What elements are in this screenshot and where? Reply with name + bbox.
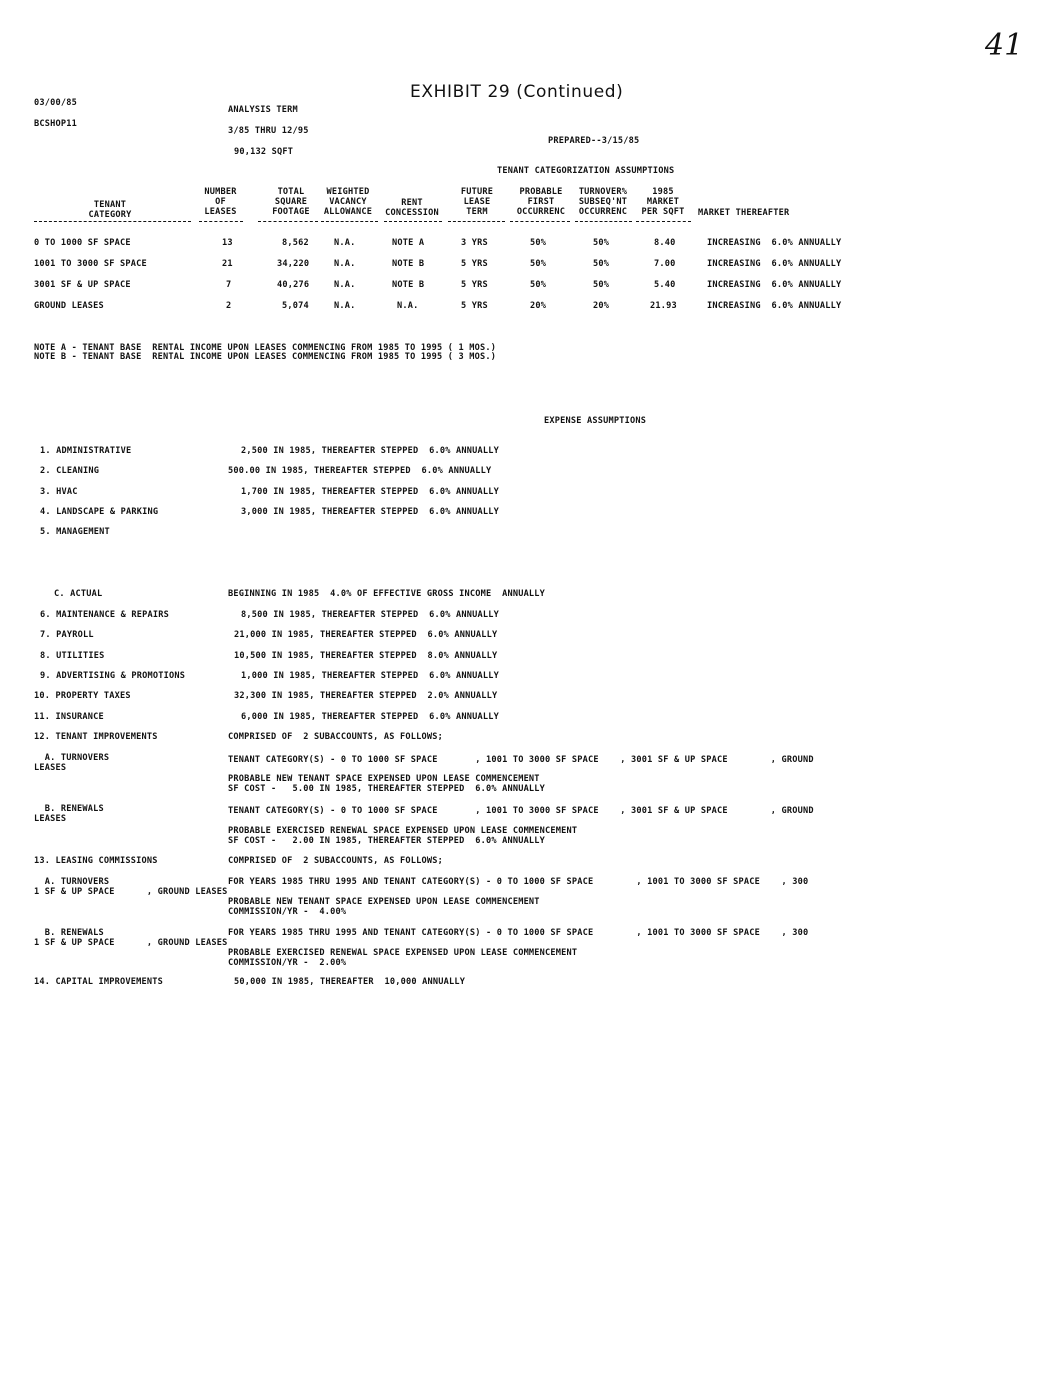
expense-text: TENANT CATEGORY(S) - 0 TO 1000 SF SPACE , 1001 TO 3000 SF SPACE , 3001 SF & UP SPACE , GROUND [228,806,814,816]
expense-sublabel: B. RENEWALS 1 SF & UP SPACE , GROUND LEASES [34,928,228,948]
square-footage: 40,276 [277,280,310,290]
tenant-category: 0 TO 1000 SF SPACE [34,238,131,248]
expense-label: 10. PROPERTY TAXES [34,691,131,701]
page-number: 41 [985,28,1024,63]
first-occurrence: 50% [530,259,547,269]
expense-text: 500.00 IN 1985, THEREAFTER STEPPED 6.0% ANNUALLY [228,466,492,476]
square-footage: 8,562 [282,238,309,248]
vacancy-allowance: N.A. [334,238,356,248]
lease-count: 13 [222,238,233,248]
expense-text: 8,500 IN 1985, THEREAFTER STEPPED 6.0% ANNUALLY [241,610,499,620]
subsequent-occurrence: 50% [593,238,610,248]
note-a: NOTE A - TENANT BASE RENTAL INCOME UPON LEASES COMMENCING FROM 1985 TO 1995 ( 1 MOS.) [34,343,497,353]
col-header: 1985 MARKET PER SQFT [641,187,685,217]
rent-concession: N.A. [397,301,419,311]
expense-label: 4. LANDSCAPE & PARKING [40,507,159,517]
lease-count: 21 [222,259,233,269]
expense-text: 3,000 IN 1985, THEREAFTER STEPPED 6.0% ANNUALLY [241,507,499,517]
expense-label: 11. INSURANCE [34,712,104,722]
expense-label: 14. CAPITAL IMPROVEMENTS [34,977,163,987]
expense-text: COMPRISED OF 2 SUBACCOUNTS, AS FOLLOWS; [228,732,443,742]
expense-text: COMPRISED OF 2 SUBACCOUNTS, AS FOLLOWS; [228,856,443,866]
header-rule [448,221,505,222]
col-header: RENT CONCESSION [385,198,439,218]
vacancy-allowance: N.A. [334,301,356,311]
report-date: 03/00/85 [34,98,77,108]
tenant-category: GROUND LEASES [34,301,104,311]
header-rule [575,221,632,222]
header-rule [34,221,191,222]
header-rule [510,221,570,222]
expense-label: C. ACTUAL [54,589,103,599]
expense-text: 50,000 IN 1985, THEREAFTER 10,000 ANNUALLY [234,977,466,987]
expense-label: 6. MAINTENANCE & REPAIRS [40,610,169,620]
col-header: PROBABLE FIRST OCCURRENC [516,187,566,217]
expense-text: 2,500 IN 1985, THEREAFTER STEPPED 6.0% ANNUALLY [241,446,499,456]
exhibit-title: EXHIBIT 29 (Continued) [410,82,624,102]
subsequent-occurrence: 50% [593,280,610,290]
lease-count: 2 [226,301,232,311]
expense-text: BEGINNING IN 1985 4.0% OF EFFECTIVE GROSS INCOME ANNUALLY [228,589,546,599]
expense-label: 7. PAYROLL [40,630,94,640]
col-header: WEIGHTED VACANCY ALLOWANCE [323,187,373,217]
market-rent: 21.93 [650,301,677,311]
subsequent-occurrence: 20% [593,301,610,311]
expense-sublabel: A. TURNOVERS 1 SF & UP SPACE , GROUND LEASES [34,877,228,897]
header-rule [321,221,378,222]
note-b: NOTE B - TENANT BASE RENTAL INCOME UPON LEASES COMMENCING FROM 1985 TO 1995 ( 3 MOS.) [34,352,497,362]
expense-text: 6,000 IN 1985, THEREAFTER STEPPED 6.0% ANNUALLY [241,712,499,722]
expense-sublabel: B. RENEWALS LEASES [34,804,104,824]
col-header: TOTAL SQUARE FOOTAGE [272,187,310,217]
expense-text: 21,000 IN 1985, THEREAFTER STEPPED 6.0% ANNUALLY [234,630,498,640]
expense-label: 9. ADVERTISING & PROMOTIONS [40,671,186,681]
market-rent: 8.40 [654,238,676,248]
analysis-term-range: 3/85 THRU 12/95 [228,126,309,136]
first-occurrence: 50% [530,238,547,248]
expense-label: 1. ADMINISTRATIVE [40,446,132,456]
tenant-category: 1001 TO 3000 SF SPACE [34,259,147,269]
expense-text: PROBABLE NEW TENANT SPACE EXPENSED UPON LEASE COMMENCEMENT SF COST - 5.00 IN 1985, THEREAFTER STEPPED 6.0% ANNUALLY [228,774,546,794]
analysis-area: 90,132 SQFT [234,147,294,157]
col-header: TENANT CATEGORY [88,200,132,220]
expense-text: 1,000 IN 1985, THEREAFTER STEPPED 6.0% ANNUALLY [241,671,499,681]
tenant-category: 3001 SF & UP SPACE [34,280,131,290]
first-occurrence: 20% [530,301,547,311]
header-rule [384,221,442,222]
col-header: FUTURE LEASE TERM [460,187,494,217]
expense-label: 5. MANAGEMENT [40,527,110,537]
col-header: TURNOVER% SUBSEQ'NT OCCURRENC [578,187,628,217]
report-file: BCSHOP11 [34,119,77,129]
market-rent: 7.00 [654,259,676,269]
expense-label: 2. CLEANING [40,466,100,476]
market-thereafter: INCREASING 6.0% ANNUALLY [707,301,842,311]
header-rule [258,221,318,222]
rent-concession: NOTE B [392,280,425,290]
expense-text: TENANT CATEGORY(S) - 0 TO 1000 SF SPACE , 1001 TO 3000 SF SPACE , 3001 SF & UP SPACE , GROUND [228,755,814,765]
expense-text: 32,300 IN 1985, THEREAFTER STEPPED 2.0% ANNUALLY [234,691,498,701]
expense-text: 10,500 IN 1985, THEREAFTER STEPPED 8.0% ANNUALLY [234,651,498,661]
expense-text: 1,700 IN 1985, THEREAFTER STEPPED 6.0% ANNUALLY [241,487,499,497]
lease-term: 5 YRS [461,280,488,290]
expense-text: PROBABLE EXERCISED RENEWAL SPACE EXPENSED UPON LEASE COMMENCEMENT SF COST - 2.00 IN 1985, THEREAFTER STEPPED 6.0% ANNUALLY [228,826,578,846]
analysis-term-label: ANALYSIS TERM [228,105,298,115]
market-thereafter: INCREASING 6.0% ANNUALLY [707,238,842,248]
rent-concession: NOTE B [392,259,425,269]
expense-text: FOR YEARS 1985 THRU 1995 AND TENANT CATEGORY(S) - 0 TO 1000 SF SPACE , 1001 TO 3000 SF SPACE , 300 PROBABLE EXERCISED RENEWAL SPACE EXPENSED UPON LEASE COMMENCEMENT COMMISSION/YR - 2.00% [228,928,809,968]
header-rule [636,221,691,222]
expense-text: FOR YEARS 1985 THRU 1995 AND TENANT CATEGORY(S) - 0 TO 1000 SF SPACE , 1001 TO 3000 SF SPACE , 300 PROBABLE NEW TENANT SPACE EXPENSED UPON LEASE COMMENCEMENT COMMISSION/YR - 4.00% [228,877,809,917]
expense-sublabel: A. TURNOVERS LEASES [34,753,110,773]
col-header: MARKET THEREAFTER [698,208,790,218]
col-header: NUMBER OF LEASES [204,187,237,217]
lease-count: 7 [226,280,232,290]
expense-label: 3. HVAC [40,487,78,497]
market-rent: 5.40 [654,280,676,290]
market-thereafter: INCREASING 6.0% ANNUALLY [707,259,842,269]
lease-term: 3 YRS [461,238,488,248]
header-rule [199,221,243,222]
lease-term: 5 YRS [461,301,488,311]
expense-label: 12. TENANT IMPROVEMENTS [34,732,158,742]
first-occurrence: 50% [530,280,547,290]
vacancy-allowance: N.A. [334,280,356,290]
tenant-section-heading: TENANT CATEGORIZATION ASSUMPTIONS [497,166,675,176]
expense-label: 8. UTILITIES [40,651,105,661]
subsequent-occurrence: 50% [593,259,610,269]
expense-section-heading: EXPENSE ASSUMPTIONS [544,416,647,426]
expense-label: 13. LEASING COMMISSIONS [34,856,158,866]
market-thereafter: INCREASING 6.0% ANNUALLY [707,280,842,290]
vacancy-allowance: N.A. [334,259,356,269]
square-footage: 34,220 [277,259,310,269]
square-footage: 5,074 [282,301,309,311]
prepared-date: PREPARED--3/15/85 [548,136,640,146]
rent-concession: NOTE A [392,238,425,248]
lease-term: 5 YRS [461,259,488,269]
